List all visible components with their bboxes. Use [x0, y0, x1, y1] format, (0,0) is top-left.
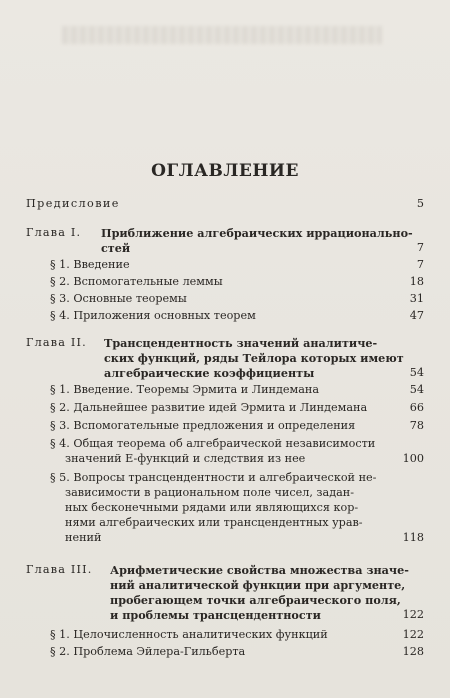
toc-page-number: 7 — [416, 241, 424, 254]
chapter-label: Глава II. — [26, 336, 87, 349]
chapter-title-cont: алгебраические коэффициенты — [104, 366, 315, 380]
toc-page-number: 5 — [416, 197, 424, 210]
toc-page-number: 54 — [409, 366, 424, 379]
toc-chapter-3-cont — [110, 578, 424, 593]
section-label-cont: ных бесконечными рядами или являющихся кор- — [65, 501, 359, 514]
toc-page-number: 122 — [402, 608, 424, 621]
section-label-cont: нений — [65, 531, 102, 544]
page-title: ОГЛАВЛЕНИЕ — [151, 161, 299, 181]
toc-preface[interactable] — [26, 197, 424, 211]
chapter-label: Глава I. — [26, 226, 82, 239]
chapter-title-cont: стей — [101, 241, 131, 255]
toc-page-number: 122 — [402, 628, 424, 641]
section-label: § 4. Приложения основных теорем — [50, 309, 256, 322]
section-label-cont: нями алгебраических или трансцендентных урав- — [65, 516, 363, 529]
section-label: § 3. Вспомогательные предложения и определения — [50, 419, 356, 432]
toc-section[interactable] — [50, 292, 424, 306]
toc-page-number: 18 — [409, 275, 424, 288]
toc-chapter-3[interactable] — [26, 563, 424, 577]
chapter-title-cont: ских функций, ряды Тейлора которых имеют — [104, 351, 404, 365]
toc-page-number: 100 — [402, 452, 424, 465]
chapter-title: Арифметические свойства множества значе- — [110, 563, 409, 577]
toc-page-number: 78 — [409, 419, 424, 432]
chapter-label: Глава III. — [26, 563, 93, 576]
toc-page-number: 31 — [409, 292, 424, 305]
section-label-cont: зависимости в рациональном поле чисел, задан- — [65, 486, 355, 499]
toc-section[interactable] — [50, 419, 424, 433]
toc-section[interactable] — [50, 437, 424, 451]
toc-chapter-3-cont — [110, 593, 424, 608]
toc-page-number: 118 — [402, 531, 424, 544]
toc-chapter-3-cont — [110, 608, 424, 623]
chapter-title-cont: и проблемы трансцендентности — [110, 608, 321, 622]
toc-section-cont — [65, 486, 424, 500]
section-label: § 1. Целочисленность аналитических функций — [50, 628, 328, 641]
toc-chapter-2-cont — [104, 366, 424, 381]
chapter-title: Приближение алгебраических иррационально- — [101, 226, 413, 240]
toc-section-cont — [65, 531, 424, 545]
toc-section[interactable] — [50, 258, 424, 272]
toc-section[interactable] — [50, 401, 424, 415]
toc-section-cont — [65, 501, 424, 515]
section-label: § 1. Введение — [50, 258, 130, 271]
toc-section[interactable] — [50, 309, 424, 323]
section-label: § 1. Введение. Теоремы Эрмита и Линдемана — [50, 383, 320, 396]
section-label: § 4. Общая теорема об алгебраической независимости — [50, 437, 376, 450]
chapter-title-cont: пробегающем точки алгебраического поля, — [110, 593, 401, 607]
toc-preface-label: Предисловие — [26, 197, 120, 210]
section-label: § 2. Вспомогательные леммы — [50, 275, 223, 288]
section-label-cont: значений E-функций и следствия из нее — [65, 452, 306, 465]
chapter-title-cont: ний аналитической функции при аргументе, — [110, 578, 406, 592]
toc-page-number: 66 — [409, 401, 424, 414]
toc-chapter-2-cont — [104, 351, 424, 366]
toc-section[interactable] — [50, 275, 424, 289]
bleed-through-text — [62, 26, 382, 44]
section-label: § 3. Основные теоремы — [50, 292, 187, 305]
toc-page-number: 47 — [409, 309, 424, 322]
section-label: § 5. Вопросы трансцендентности и алгебраической не- — [50, 471, 377, 484]
toc-section[interactable] — [50, 383, 424, 397]
toc-chapter-1-cont — [101, 241, 424, 256]
section-label: § 2. Дальнейшее развитие идей Эрмита и Линдемана — [50, 401, 368, 414]
toc-page-number: 7 — [416, 258, 424, 271]
toc-page-number: 128 — [402, 645, 424, 658]
toc-section-cont — [65, 452, 424, 466]
toc-section[interactable] — [50, 471, 424, 485]
toc-section-cont — [65, 516, 424, 530]
toc-section[interactable] — [50, 645, 424, 659]
toc-chapter-2[interactable] — [26, 336, 424, 350]
chapter-title: Трансцендентность значений аналитиче- — [104, 336, 378, 350]
toc-chapter-1[interactable] — [26, 226, 424, 240]
section-label: § 2. Проблема Эйлера-Гильберта — [50, 645, 246, 658]
toc-page-number: 54 — [409, 383, 424, 396]
toc-section[interactable] — [50, 628, 424, 642]
